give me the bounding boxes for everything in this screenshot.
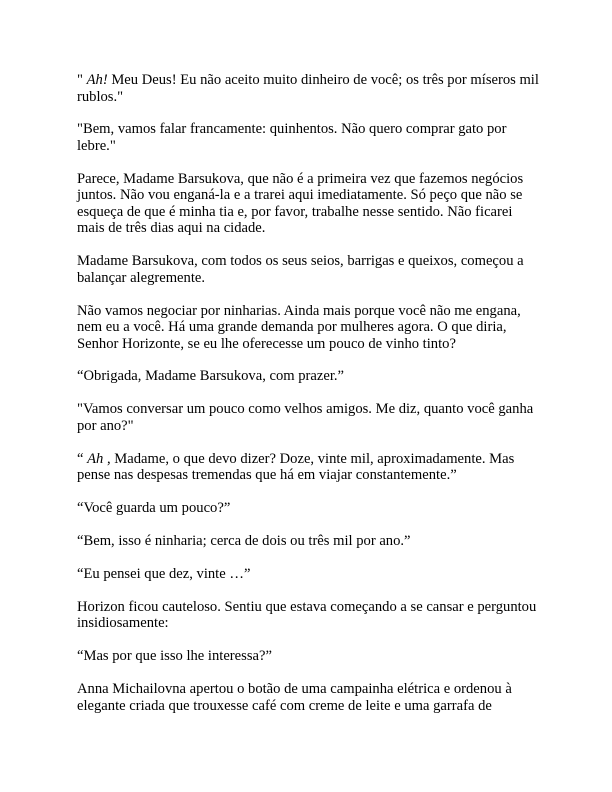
paragraph-8: [77, 451, 539, 484]
paragraph-11: “Eu pensei que dez, vinte …”: [77, 565, 251, 582]
paragraph-7: "Vamos conversar um pouco como velhos amigos. Me diz, quanto você ganha por ano?": [77, 401, 534, 434]
paragraph-1-italic: Ah!: [86, 72, 108, 88]
paragraph-1: [77, 72, 539, 105]
paragraph-8-suffix: , Madame, o que devo dizer? Doze, vinte mil, aproximadamente. Mas pense nas despesas tremendas que há em viajar constantemente.”: [77, 450, 515, 484]
paragraph-12: Horizon ficou cauteloso. Sentiu que estava começando a se cansar e perguntou insidiosamente:: [77, 598, 537, 632]
paragraph-1-prefix: ": [77, 72, 87, 88]
paragraph-2: "Bem, vamos falar francamente: quinhentos. Não quero comprar gato por lebre.": [77, 121, 507, 154]
paragraph-13: “Mas por que isso lhe interessa?”: [77, 648, 272, 665]
paragraph-3: Parece, Madame Barsukova, que não é a primeira vez que fazemos negócios juntos. Não vou enganá-la e a trarei aqui imediatamente. Só peço que não se esqueça de que é minha tia e, por favor, trabalhe nesse sentido. Não ficarei mais de três dias aqui na cidade.: [77, 170, 524, 237]
paragraph-8-italic: Ah: [87, 450, 104, 467]
paragraph-8-prefix: “: [77, 450, 88, 467]
paragraph-9: “Você guarda um pouco?”: [77, 500, 231, 517]
paragraph-5: Não vamos negociar por ninharias. Ainda mais porque você não me engana, nem eu a você. Há uma grande demanda por mulheres agora. O que diria, Senhor Horizonte, se eu lhe oferecesse um pouco de vinho tinto?: [77, 302, 521, 352]
paragraph-10: “Bem, isso é ninharia; cerca de dois ou três mil por ano.”: [77, 533, 411, 550]
paragraph-4: Madame Barsukova, com todos os seus seios, barrigas e queixos, começou a balançar alegremente.: [77, 253, 524, 286]
paragraph-6: “Obrigada, Madame Barsukova, com prazer.”: [77, 368, 345, 385]
paragraph-1-suffix: Meu Deus! Eu não aceito muito dinheiro de você; os três por míseros mil rublos.": [77, 72, 539, 105]
document-page: [77, 72, 539, 714]
paragraph-14: Anna Michailovna apertou o botão de uma campainha elétrica e ordenou à elegante criada que trouxesse café com creme de leite e uma garrafa de: [77, 681, 512, 714]
